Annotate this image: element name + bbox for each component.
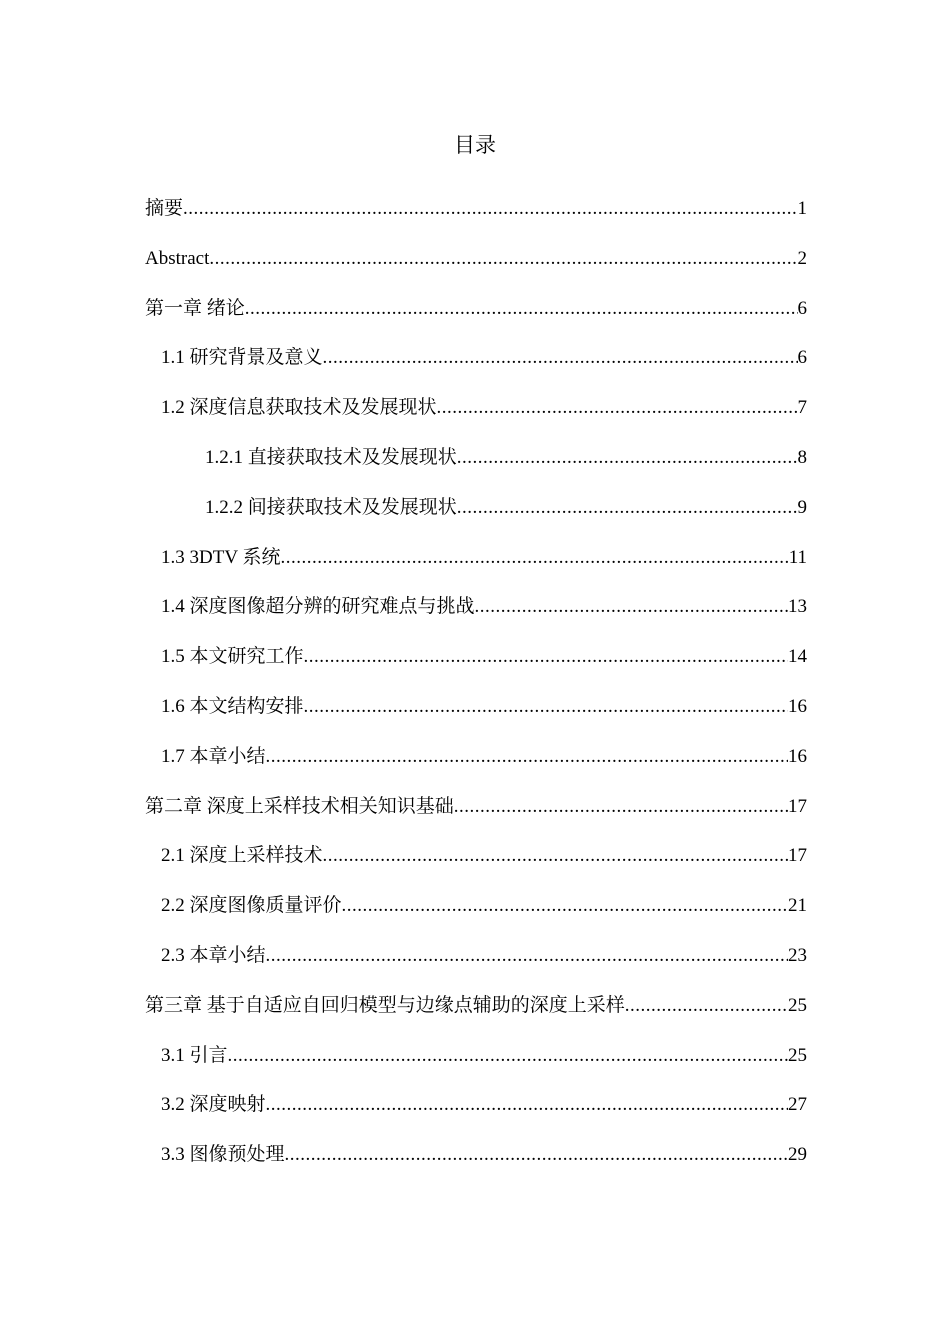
toc-entry-text: 3.2 深度映射 xyxy=(161,1094,266,1116)
toc-entry[interactable] xyxy=(145,891,807,941)
toc-dot-leader xyxy=(285,1140,788,1170)
toc-entry[interactable] xyxy=(145,244,807,294)
toc-entry-text: 2.1 深度上采样技术 xyxy=(161,845,323,867)
toc-page-number: 13 xyxy=(788,596,807,618)
toc-entry[interactable] xyxy=(145,1140,807,1190)
toc-dot-leader xyxy=(342,891,788,921)
toc-entry[interactable] xyxy=(145,543,807,593)
toc-entry-text: 1.6 本文结构安排 xyxy=(161,695,304,717)
toc-entry[interactable] xyxy=(145,1090,807,1140)
toc-page-number: 1 xyxy=(797,198,807,219)
toc-entry-text: 1.4 深度图像超分辨的研究难点与挑战 xyxy=(161,596,475,618)
toc-dot-leader xyxy=(625,991,788,1021)
toc-dot-leader xyxy=(437,393,798,423)
toc-page-number: 17 xyxy=(788,845,807,867)
toc-page-number: 16 xyxy=(788,745,807,767)
toc-entry-text: 第二章 深度上采样技术相关知识基础 xyxy=(145,795,454,817)
table-of-contents xyxy=(145,194,807,1190)
toc-entry[interactable] xyxy=(145,194,807,244)
toc-entry-text: 1.3 3DTV 系统 xyxy=(161,546,281,568)
toc-dot-leader xyxy=(475,592,788,622)
toc-page-number: 25 xyxy=(788,1044,807,1066)
toc-dot-leader xyxy=(457,443,798,473)
toc-entry-text: 摘要 xyxy=(145,198,184,219)
toc-dot-leader xyxy=(280,543,788,573)
toc-entry-text: 3.1 引言 xyxy=(161,1044,228,1066)
toc-entry[interactable] xyxy=(145,941,807,991)
toc-entry[interactable] xyxy=(145,294,807,344)
toc-page-number: 8 xyxy=(797,446,807,468)
toc-page-number: 9 xyxy=(797,496,807,518)
toc-entry[interactable] xyxy=(145,991,807,1041)
toc-page-number: 14 xyxy=(788,646,807,668)
toc-entry-text: 1.2.2 间接获取技术及发展现状 xyxy=(205,496,457,518)
toc-entry[interactable] xyxy=(145,343,807,393)
toc-entry[interactable] xyxy=(145,493,807,543)
toc-entry[interactable] xyxy=(145,443,807,493)
toc-dot-leader xyxy=(323,343,798,373)
toc-page-number: 6 xyxy=(797,347,807,369)
toc-page-number: 25 xyxy=(788,994,807,1016)
toc-dot-leader xyxy=(245,294,798,324)
toc-dot-leader xyxy=(228,1041,788,1071)
toc-entry[interactable] xyxy=(145,592,807,642)
toc-entry[interactable] xyxy=(145,692,807,742)
toc-dot-leader xyxy=(304,692,788,722)
toc-entry-text: Abstract xyxy=(145,247,210,269)
toc-page-number: 6 xyxy=(797,297,807,319)
toc-entry-text: 2.2 深度图像质量评价 xyxy=(161,895,342,917)
toc-dot-leader xyxy=(266,742,788,772)
toc-page-number: 7 xyxy=(797,397,807,419)
toc-page-number: 17 xyxy=(788,795,807,817)
page-title: 目录 xyxy=(454,133,496,157)
toc-entry-text: 1.1 研究背景及意义 xyxy=(161,347,323,369)
toc-page-number: 29 xyxy=(788,1144,807,1166)
toc-dot-leader xyxy=(304,642,788,672)
toc-entry[interactable] xyxy=(145,393,807,443)
toc-entry-text: 第三章 基于自适应自回归模型与边缘点辅助的深度上采样 xyxy=(145,994,625,1016)
toc-entry-text: 2.3 本章小结 xyxy=(161,944,266,966)
toc-page-number: 27 xyxy=(788,1094,807,1116)
toc-entry-text: 1.2 深度信息获取技术及发展现状 xyxy=(161,397,437,419)
toc-dot-leader xyxy=(209,244,797,274)
toc-page-number: 23 xyxy=(788,944,807,966)
toc-dot-leader xyxy=(323,841,788,871)
toc-dot-leader xyxy=(266,1090,788,1120)
toc-entry[interactable] xyxy=(145,792,807,842)
toc-dot-leader xyxy=(457,493,798,523)
toc-dot-leader xyxy=(266,941,788,971)
toc-entry[interactable] xyxy=(145,841,807,891)
toc-entry[interactable] xyxy=(145,742,807,792)
toc-entry-text: 1.2.1 直接获取技术及发展现状 xyxy=(205,446,457,468)
toc-dot-leader xyxy=(454,792,788,822)
toc-dot-leader xyxy=(183,194,797,224)
toc-page-number: 11 xyxy=(788,546,807,568)
toc-entry-text: 3.3 图像预处理 xyxy=(161,1144,285,1166)
toc-entry-text: 1.7 本章小结 xyxy=(161,745,266,767)
toc-entry-text: 1.5 本文研究工作 xyxy=(161,646,304,668)
toc-entry[interactable] xyxy=(145,642,807,692)
toc-page-number: 16 xyxy=(788,695,807,717)
toc-entry[interactable] xyxy=(145,1041,807,1091)
toc-page-number: 2 xyxy=(797,247,807,269)
toc-entry-text: 第一章 绪论 xyxy=(145,297,245,319)
toc-page-number: 21 xyxy=(788,895,807,917)
